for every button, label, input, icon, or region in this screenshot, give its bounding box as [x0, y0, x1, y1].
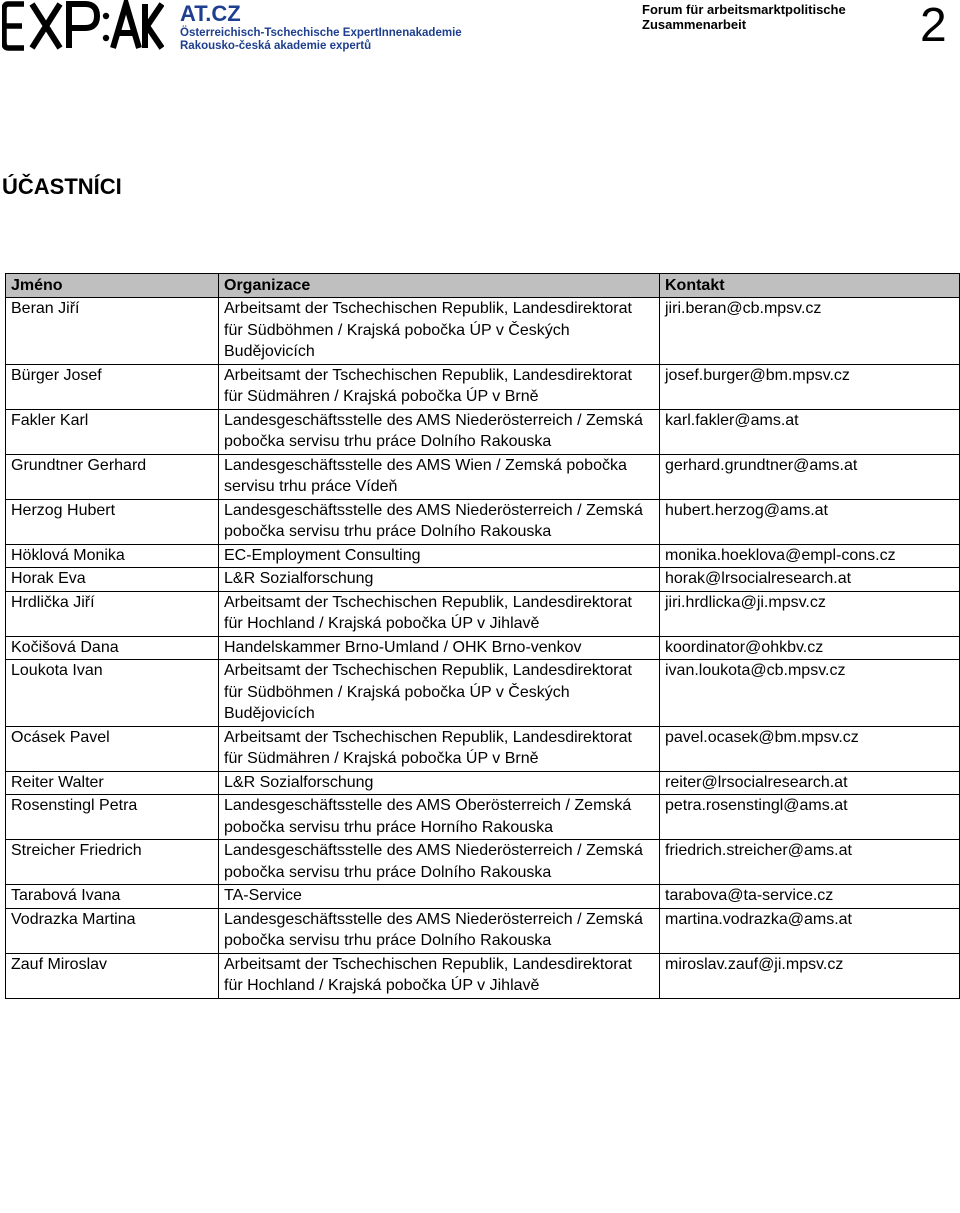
participant-email[interactable]: petra.rosenstingl@ams.at [660, 795, 960, 840]
participant-name: Vodrazka Martina [6, 908, 219, 953]
page-number: 2 [920, 0, 947, 52]
table-row [6, 726, 960, 771]
participant-organization: Arbeitsamt der Tschechischen Republik, Landesdirektorat für Südböhmen / Krajská pobočka ÚP v Českých Budějovicích [219, 298, 660, 365]
participant-organization: Landesgeschäftsstelle des AMS Oberösterreich / Zemská pobočka servisu trhu práce Horního Rakouska [219, 795, 660, 840]
participant-name: Grundtner Gerhard [6, 454, 219, 499]
table-row [6, 409, 960, 454]
participant-organization: Arbeitsamt der Tschechischen Republik, Landesdirektorat für Südböhmen / Krajská pobočka ÚP v Českých Budějovicích [219, 660, 660, 727]
participant-email[interactable]: monika.hoeklova@empl-cons.cz [660, 544, 960, 568]
participant-organization: Landesgeschäftsstelle des AMS Niederösterreich / Zemská pobočka servisu trhu práce Dolního Rakouska [219, 499, 660, 544]
table-row [6, 454, 960, 499]
table-row [6, 953, 960, 998]
table-row [6, 771, 960, 795]
participant-email[interactable]: karl.fakler@ams.at [660, 409, 960, 454]
logo-at-cz: AT.CZ [180, 1, 241, 26]
expak-logo [2, 0, 164, 52]
logo-subtitle-cz: Rakousko-česká akademie expertů [180, 40, 372, 52]
participant-email[interactable]: jiri.beran@cb.mpsv.cz [660, 298, 960, 365]
participant-organization: L&R Sozialforschung [219, 568, 660, 592]
column-header-name: Jméno [6, 274, 219, 298]
participant-name: Rosenstingl Petra [6, 795, 219, 840]
participant-email[interactable]: martina.vodrazka@ams.at [660, 908, 960, 953]
participant-organization: Landesgeschäftsstelle des AMS Niederösterreich / Zemská pobočka servisu trhu práce Dolního Rakouska [219, 908, 660, 953]
participant-email[interactable]: friedrich.streicher@ams.at [660, 840, 960, 885]
participant-organization: TA-Service [219, 885, 660, 909]
participant-email[interactable]: pavel.ocasek@bm.mpsv.cz [660, 726, 960, 771]
table-row [6, 568, 960, 592]
participant-organization: Arbeitsamt der Tschechischen Republik, Landesdirektorat für Hochland / Krajská pobočka ÚP v Jihlavě [219, 953, 660, 998]
participant-email[interactable]: miroslav.zauf@ji.mpsv.cz [660, 953, 960, 998]
participant-organization: Arbeitsamt der Tschechischen Republik, Landesdirektorat für Südmähren / Krajská pobočka ÚP v Brně [219, 364, 660, 409]
participant-name: Horak Eva [6, 568, 219, 592]
participant-organization: Landesgeschäftsstelle des AMS Niederösterreich / Zemská pobočka servisu trhu práce Dolního Rakouska [219, 840, 660, 885]
table-row [6, 636, 960, 660]
table-row [6, 660, 960, 727]
participant-email[interactable]: tarabova@ta-service.cz [660, 885, 960, 909]
column-header-organization: Organizace [219, 274, 660, 298]
participant-email[interactable]: hubert.herzog@ams.at [660, 499, 960, 544]
table-row [6, 591, 960, 636]
table-row [6, 298, 960, 365]
participant-organization: Landesgeschäftsstelle des AMS Niederösterreich / Zemská pobočka servisu trhu práce Dolního Rakouska [219, 409, 660, 454]
participant-organization: Handelskammer Brno-Umland / OHK Brno-venkov [219, 636, 660, 660]
table-row [6, 885, 960, 909]
table-header-row [6, 274, 960, 298]
table-row [6, 908, 960, 953]
table-row [6, 364, 960, 409]
participant-name: Reiter Walter [6, 771, 219, 795]
table-row [6, 544, 960, 568]
table-row [6, 499, 960, 544]
table-row [6, 840, 960, 885]
participant-email[interactable]: horak@lrsocialresearch.at [660, 568, 960, 592]
participant-email[interactable]: jiri.hrdlicka@ji.mpsv.cz [660, 591, 960, 636]
participant-organization: Arbeitsamt der Tschechischen Republik, Landesdirektorat für Südmähren / Krajská pobočka ÚP v Brně [219, 726, 660, 771]
participant-name: Bürger Josef [6, 364, 219, 409]
participants-table [5, 273, 960, 999]
participant-email[interactable]: josef.burger@bm.mpsv.cz [660, 364, 960, 409]
participant-name: Höklová Monika [6, 544, 219, 568]
participant-name: Loukota Ivan [6, 660, 219, 727]
column-header-contact: Kontakt [660, 274, 960, 298]
participant-name: Ocásek Pavel [6, 726, 219, 771]
participant-email[interactable]: ivan.loukota@cb.mpsv.cz [660, 660, 960, 727]
participant-name: Tarabová Ivana [6, 885, 219, 909]
participant-email[interactable]: gerhard.grundtner@ams.at [660, 454, 960, 499]
participant-organization: Arbeitsamt der Tschechischen Republik, Landesdirektorat für Hochland / Krajská pobočka ÚP v Jihlavě [219, 591, 660, 636]
participant-name: Kočišová Dana [6, 636, 219, 660]
participant-organization: Landesgeschäftsstelle des AMS Wien / Zemská pobočka servisu trhu práce Vídeň [219, 454, 660, 499]
participant-name: Fakler Karl [6, 409, 219, 454]
participant-name: Zauf Miroslav [6, 953, 219, 998]
table-row [6, 795, 960, 840]
participant-name: Streicher Friedrich [6, 840, 219, 885]
participant-name: Hrdlička Jiří [6, 591, 219, 636]
participant-organization: EC-Employment Consulting [219, 544, 660, 568]
participant-email[interactable]: koordinator@ohkbv.cz [660, 636, 960, 660]
participant-name: Beran Jiří [6, 298, 219, 365]
participant-name: Herzog Hubert [6, 499, 219, 544]
logo-subtitle-de: Österreichisch-Tschechische ExpertInnenakademie [180, 27, 462, 39]
participant-email[interactable]: reiter@lrsocialresearch.at [660, 771, 960, 795]
page-title: ÚČASTNÍCI [2, 174, 122, 199]
participant-organization: L&R Sozialforschung [219, 771, 660, 795]
forum-title: Forum für arbeitsmarktpolitische Zusammenarbeit [642, 2, 846, 32]
